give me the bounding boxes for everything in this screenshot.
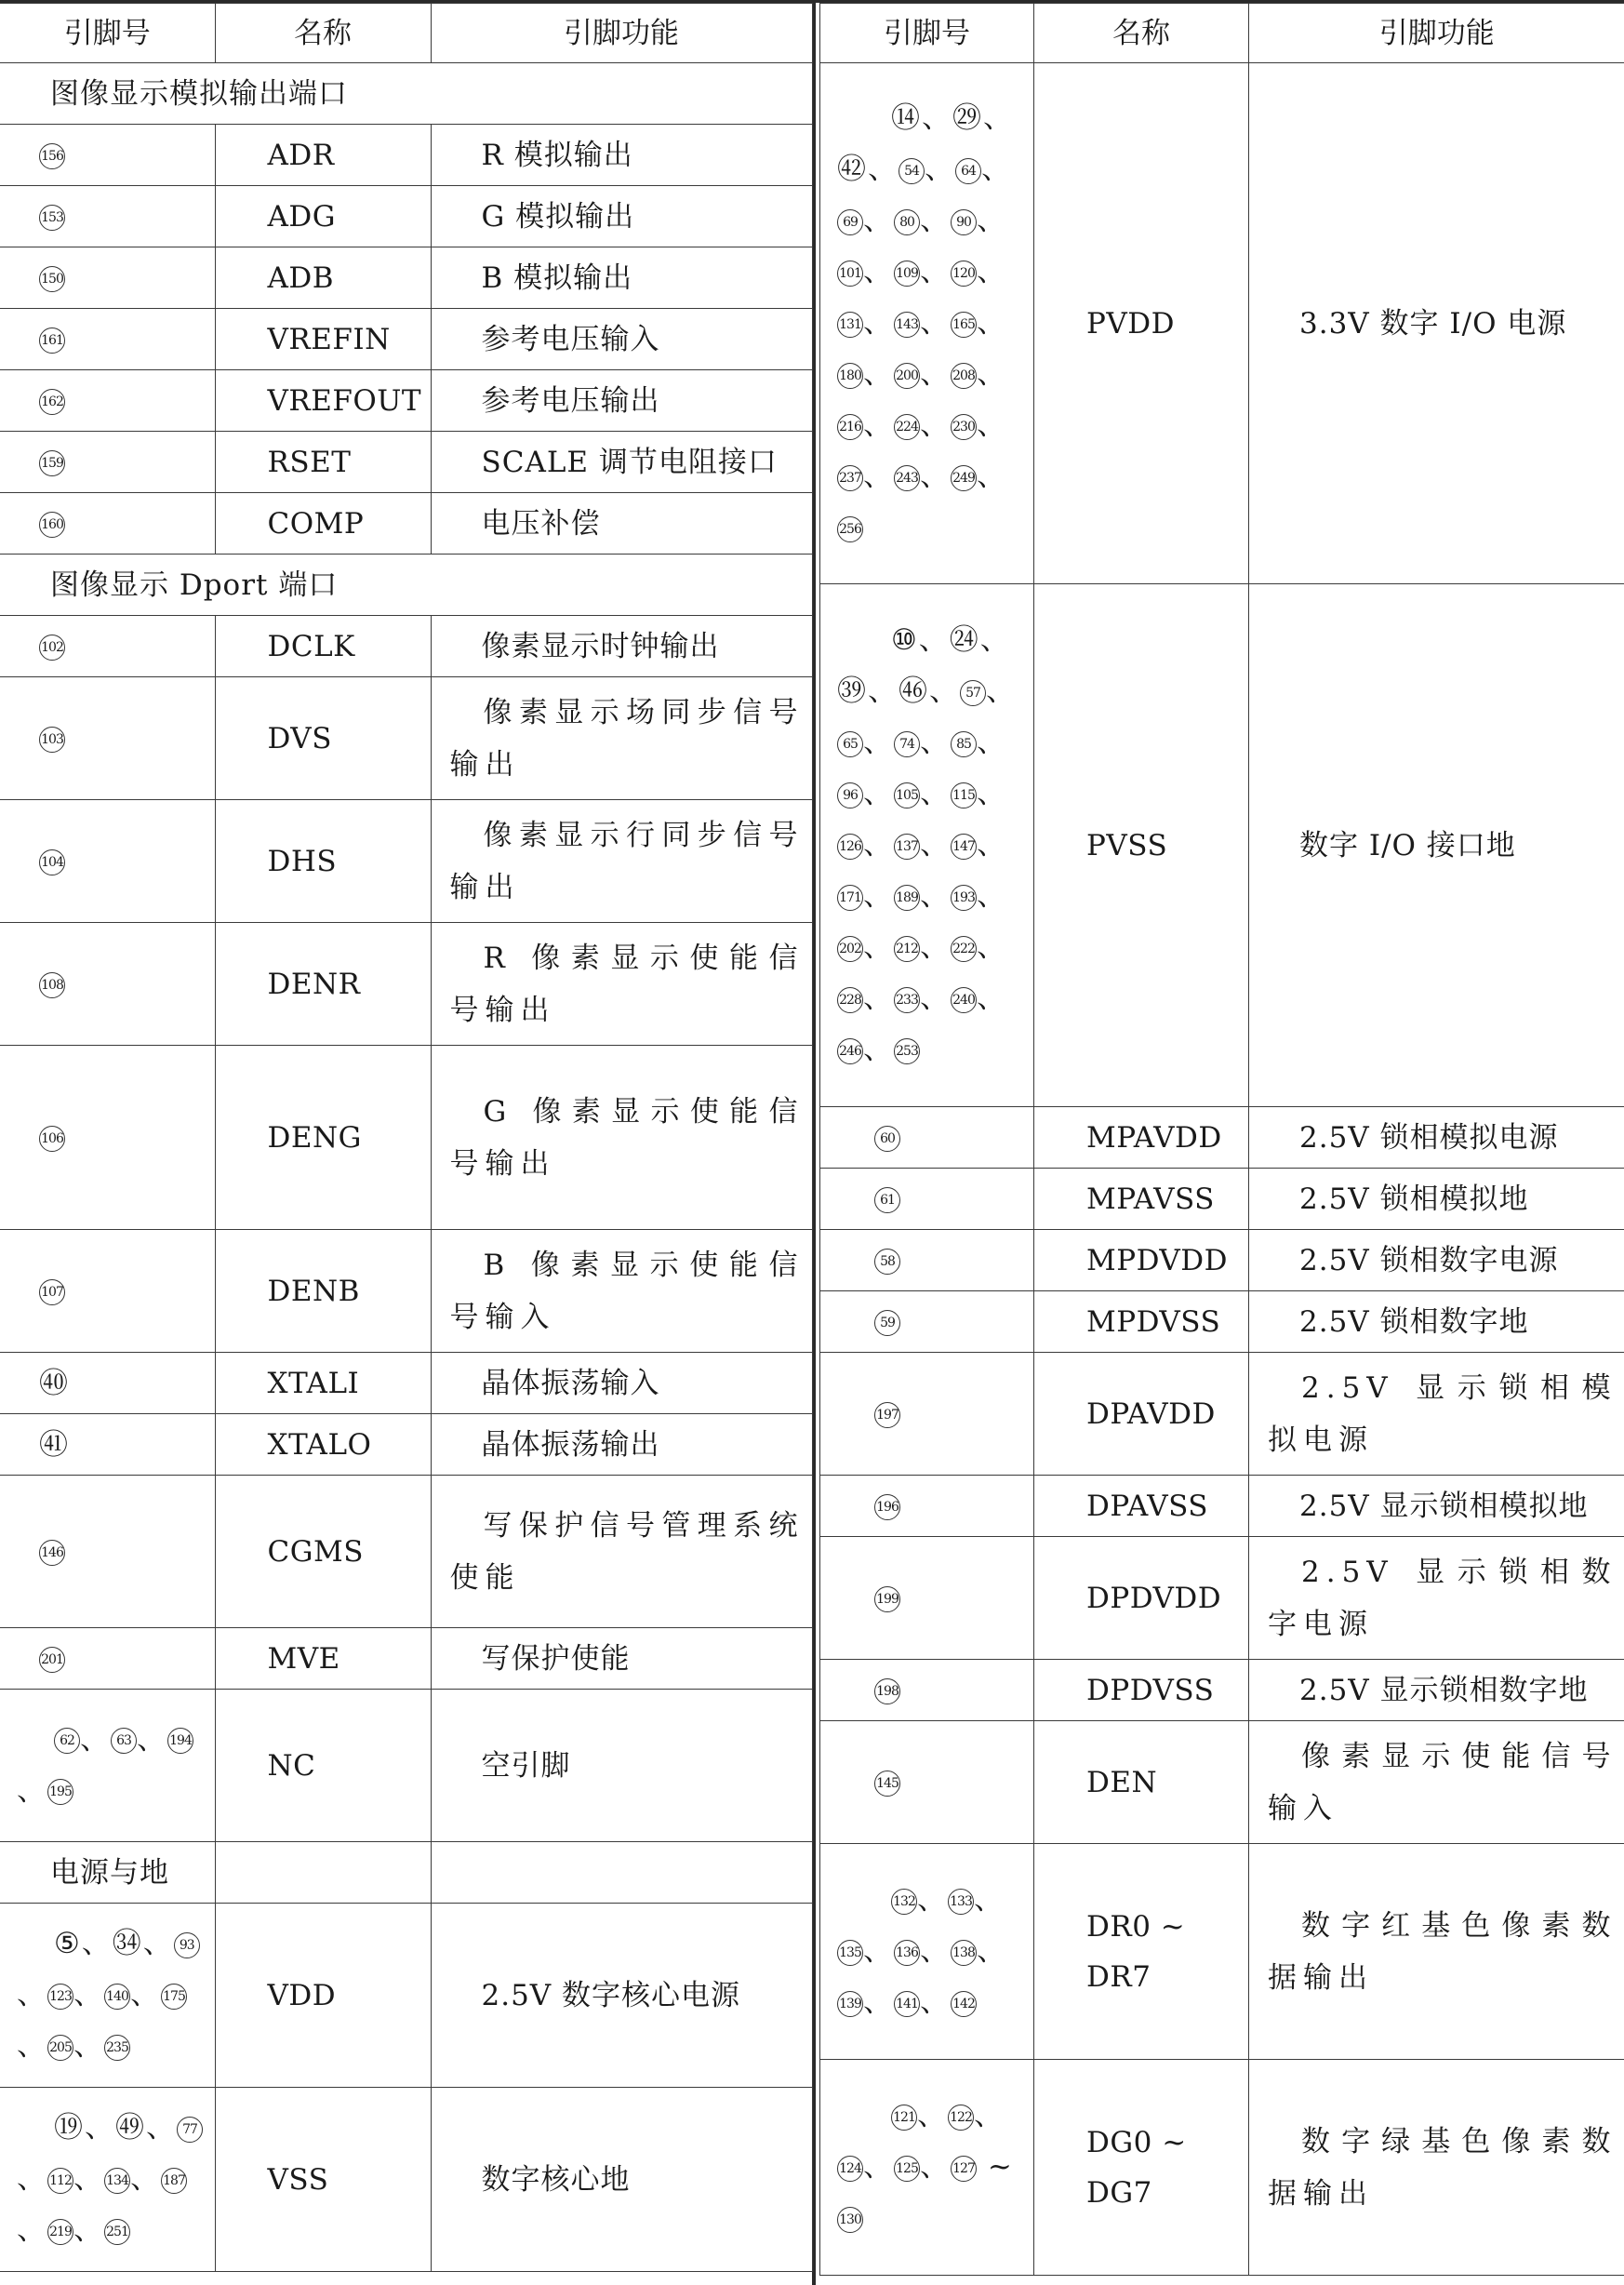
function-cell: 写保护信号管理系统使能 — [431, 1476, 812, 1628]
name-cell: MPDVDD — [1034, 1230, 1249, 1291]
pin-number: 62 — [54, 1728, 80, 1754]
pin-number: 237 — [837, 465, 863, 491]
table-row — [820, 1660, 1624, 1721]
table-row — [0, 1353, 812, 1414]
name-cell: MPDVSS — [1034, 1291, 1249, 1353]
pin-cell — [820, 1169, 1034, 1230]
section-label: 图像显示模拟输出端口 — [0, 63, 812, 125]
function-cell: 3.3V 数字 I/O 电源 — [1249, 63, 1624, 584]
pin-cell — [0, 1353, 215, 1414]
pin-number: 96 — [837, 782, 863, 808]
pin-number: 205 — [47, 2035, 73, 2061]
function-cell: G 模拟输出 — [431, 186, 812, 247]
pin-number: 195 — [47, 1779, 73, 1805]
pin-number: ㊻ — [899, 675, 929, 708]
table-row — [0, 432, 812, 493]
pin-number: 175 — [161, 1984, 187, 2010]
pin-number: 102 — [39, 635, 65, 661]
name-cell: DR0 ~ DR7 — [1034, 1844, 1249, 2060]
name-cell: NC — [215, 1690, 431, 1842]
table-row — [0, 1230, 812, 1353]
pin-number: 130 — [837, 2207, 863, 2233]
name-cell: DEN — [1034, 1721, 1249, 1844]
pin-number: 74 — [894, 731, 920, 757]
name-cell: DENB — [215, 1230, 431, 1353]
pin-cell — [820, 1107, 1034, 1169]
function-cell: 像素显示使能信号输入 — [1249, 1721, 1624, 1844]
function-cell: 2.5V 显示锁相模拟地 — [1249, 1476, 1624, 1537]
pin-number: 253 — [894, 1038, 920, 1064]
pin-number: 109 — [894, 261, 920, 287]
pin-cell: ⑭、㉙、㊷、 54 、 64 、69 、 80 、 90 、101、 109、 120、131、 143、 165、180、 200、 208、216、 224、 230、237、 243、 249、256 — [820, 63, 1034, 584]
function-cell: G 像素显示使能信号输出 — [431, 1046, 812, 1230]
pin-number: 77 — [177, 2117, 203, 2143]
pin-number: 251 — [104, 2219, 130, 2245]
pin-number: 93 — [174, 1932, 200, 1958]
pin-number: 103 — [39, 727, 65, 753]
pin-number: 199 — [874, 1586, 900, 1612]
function-cell: 晶体振荡输入 — [431, 1353, 812, 1414]
function-cell: R 模拟输出 — [431, 125, 812, 186]
pin-number: 156 — [39, 143, 65, 169]
pin-number: 57 — [960, 680, 986, 706]
pin-number: 198 — [874, 1678, 900, 1704]
pin-number: 101 — [837, 261, 863, 287]
empty-cell — [431, 1842, 812, 1904]
name-cell: DPAVDD — [1034, 1353, 1249, 1476]
table-row — [0, 309, 812, 370]
table-row — [0, 2088, 812, 2272]
pin-number: 194 — [167, 1728, 193, 1754]
function-cell: R 像素显示使能信号输出 — [431, 923, 812, 1046]
header-row — [820, 4, 1624, 63]
pin-number: 180 — [837, 363, 863, 389]
right-pin-table — [819, 3, 1624, 2276]
pin-cell — [0, 186, 215, 247]
pin-number: ㊵ — [39, 1366, 68, 1400]
pin-number: 112 — [47, 2168, 73, 2194]
name-cell: DENR — [215, 923, 431, 1046]
function-cell: 2.5V 锁相模拟地 — [1249, 1169, 1624, 1230]
function-cell: 像素显示场同步信号输出 — [431, 677, 812, 800]
name-cell: VREFOUT — [215, 370, 431, 432]
pin-number: 131 — [837, 312, 863, 338]
pin-number: 54 — [899, 158, 925, 184]
pin-number: 160 — [39, 512, 65, 538]
header-name: 名称 — [215, 4, 431, 63]
table-row — [0, 1904, 812, 2088]
pin-cell: ⑤、㉞、 93、 123、 140、 175、 205、 235 — [0, 1904, 215, 2088]
pin-number: 189 — [894, 885, 920, 911]
pin-cell: 121、 122、124、 125、 127 ~ 130 — [820, 2060, 1034, 2276]
right-table-column — [819, 3, 1624, 2285]
pin-number: 201 — [39, 1647, 65, 1673]
pin-cell: ⑩、㉔、㊴、㊻、 57 、65 、 74 、 85 、96 、 105、 115、126、 137、 147、171、 189、 193、202、 212、 222、228、 233、 240、246、 253 — [820, 584, 1034, 1107]
name-cell: DVS — [215, 677, 431, 800]
pin-number: 90 — [951, 209, 977, 235]
header-function: 引脚功能 — [431, 4, 812, 63]
pin-number: 200 — [894, 363, 920, 389]
pin-number: ⑤ — [54, 1927, 82, 1960]
pin-number: ⑲ — [54, 2111, 85, 2145]
pin-number: 85 — [951, 731, 977, 757]
pin-cell — [0, 1046, 215, 1230]
function-cell: 电压补偿 — [431, 493, 812, 555]
pin-number: 243 — [894, 465, 920, 491]
pin-number: 65 — [837, 731, 863, 757]
pin-number: 135 — [837, 1940, 863, 1966]
name-cell: ADG — [215, 186, 431, 247]
section-label: 电源与地 — [0, 1842, 215, 1904]
function-cell: 2.5V 锁相数字地 — [1249, 1291, 1624, 1353]
name-cell: PVDD — [1034, 63, 1249, 584]
pin-number: 137 — [894, 834, 920, 860]
pin-cell — [0, 247, 215, 309]
pin-number: 240 — [951, 987, 977, 1013]
pin-number: 147 — [951, 834, 977, 860]
table-row — [0, 1414, 812, 1476]
name-cell: CGMS — [215, 1476, 431, 1628]
pin-number: 127 — [951, 2156, 977, 2182]
pin-cell — [0, 1414, 215, 1476]
pin-cell — [0, 1476, 215, 1628]
pin-number: 122 — [948, 2105, 974, 2131]
function-cell: 空引脚 — [431, 1690, 812, 1842]
table-row — [0, 616, 812, 677]
pin-number: 197 — [874, 1402, 900, 1428]
pin-number: 208 — [951, 363, 977, 389]
pin-number: 246 — [837, 1038, 863, 1064]
pin-number: ㉞ — [112, 1927, 143, 1960]
pin-number: 146 — [39, 1540, 65, 1566]
pin-number: 115 — [951, 782, 977, 808]
table-row — [820, 1291, 1624, 1353]
pin-number: ㊷ — [837, 153, 868, 186]
name-cell: DG0 ~ DG7 — [1034, 2060, 1249, 2276]
pin-number: 196 — [874, 1494, 900, 1520]
pin-number: 216 — [837, 414, 863, 440]
table-row — [820, 1844, 1624, 2060]
name-cell: DPDVSS — [1034, 1660, 1249, 1721]
name-cell: RSET — [215, 432, 431, 493]
pin-number: ㊾ — [115, 2111, 146, 2145]
table-row — [0, 1046, 812, 1230]
function-cell: B 像素显示使能信号输入 — [431, 1230, 812, 1353]
left-table-column — [0, 3, 812, 2285]
pin-cell — [820, 1721, 1034, 1844]
name-cell: MPAVSS — [1034, 1169, 1249, 1230]
function-cell: 参考电压输出 — [431, 370, 812, 432]
pin-number: 153 — [39, 205, 65, 231]
pin-cell — [0, 677, 215, 800]
function-cell: 数字 I/O 接口地 — [1249, 584, 1624, 1107]
pin-number: 132 — [891, 1889, 917, 1915]
function-cell: 2.5V 锁相数字电源 — [1249, 1230, 1624, 1291]
pin-cell — [820, 1230, 1034, 1291]
table-row — [0, 125, 812, 186]
table-row — [0, 1690, 812, 1842]
pin-cell — [820, 1537, 1034, 1660]
pin-number: 107 — [39, 1279, 65, 1305]
header-function: 引脚功能 — [1249, 4, 1624, 63]
pin-cell — [0, 432, 215, 493]
table-row — [820, 1537, 1624, 1660]
pin-cell — [820, 1660, 1034, 1721]
pin-number: 233 — [894, 987, 920, 1013]
pin-number: 139 — [837, 1991, 863, 2017]
pin-number: 145 — [874, 1771, 900, 1797]
section-row — [0, 555, 812, 616]
name-cell: VREFIN — [215, 309, 431, 370]
pin-number: 108 — [39, 972, 65, 998]
pin-number: 140 — [104, 1984, 130, 2010]
header-pin: 引脚号 — [0, 4, 215, 63]
table-row — [820, 1230, 1624, 1291]
section-row — [0, 63, 812, 125]
name-cell: DHS — [215, 800, 431, 923]
pin-cell: 62 、 63 、 194、 195 — [0, 1690, 215, 1842]
name-cell: PVSS — [1034, 584, 1249, 1107]
table-row — [0, 186, 812, 247]
pin-number: 162 — [39, 389, 65, 415]
pin-cell — [0, 125, 215, 186]
pin-number: 159 — [39, 450, 65, 476]
pin-number: 138 — [951, 1940, 977, 1966]
header-name: 名称 — [1034, 4, 1249, 63]
pin-number: 59 — [874, 1310, 900, 1336]
column-separator — [812, 0, 816, 2285]
pin-number: 63 — [111, 1728, 137, 1754]
table-row — [0, 800, 812, 923]
table-row — [820, 584, 1624, 1107]
pin-number: 125 — [894, 2156, 920, 2182]
function-cell: 参考电压输入 — [431, 309, 812, 370]
header-pin: 引脚号 — [820, 4, 1034, 63]
pin-number: 121 — [891, 2105, 917, 2131]
pin-number: 126 — [837, 834, 863, 860]
name-cell: ADB — [215, 247, 431, 309]
pin-number: 219 — [47, 2219, 73, 2245]
pin-number: 133 — [948, 1889, 974, 1915]
function-cell: 2.5V 锁相模拟电源 — [1249, 1107, 1624, 1169]
name-cell: ADR — [215, 125, 431, 186]
pin-number: 120 — [951, 261, 977, 287]
pin-cell — [0, 923, 215, 1046]
function-cell: 2.5V 数字核心电源 — [431, 1904, 812, 2088]
pin-number: ㊴ — [837, 675, 868, 708]
pin-number: 134 — [104, 2168, 130, 2194]
pin-number: 256 — [837, 516, 863, 542]
function-cell: 数字红基色像素数据输出 — [1249, 1844, 1624, 2060]
pin-number: 165 — [951, 312, 977, 338]
pin-number: 171 — [837, 885, 863, 911]
pin-number: 141 — [894, 1991, 920, 2017]
pin-number: ⑩ — [891, 623, 919, 657]
header-row — [0, 4, 812, 63]
pin-number: 58 — [874, 1249, 900, 1275]
pin-number: ㊶ — [39, 1427, 68, 1462]
section-label: 图像显示 Dport 端口 — [0, 555, 812, 616]
name-cell: MPAVDD — [1034, 1107, 1249, 1169]
function-cell: 像素显示时钟输出 — [431, 616, 812, 677]
pin-cell: ⑲、㊾、 77、 112、 134、 187、 219、 251 — [0, 2088, 215, 2272]
pin-number: 106 — [39, 1126, 65, 1152]
table-row — [0, 1628, 812, 1690]
table-row — [820, 1476, 1624, 1537]
table-row — [0, 247, 812, 309]
pin-cell — [0, 1628, 215, 1690]
pin-number: 143 — [894, 312, 920, 338]
pin-cell — [0, 309, 215, 370]
name-cell: DPAVSS — [1034, 1476, 1249, 1537]
pin-number: 123 — [47, 1984, 73, 2010]
pin-number: 150 — [39, 266, 65, 292]
pin-number: 142 — [951, 1991, 977, 2017]
pin-number: 193 — [951, 885, 977, 911]
table-row — [820, 1353, 1624, 1476]
name-cell: VSS — [215, 2088, 431, 2272]
pin-cell: 132、 133、135、 136、 138、139、 141、 142 — [820, 1844, 1034, 2060]
name-cell: COMP — [215, 493, 431, 555]
table-row — [820, 63, 1624, 584]
function-cell: 像素显示行同步信号输出 — [431, 800, 812, 923]
pin-number: 60 — [874, 1126, 900, 1152]
name-cell: VDD — [215, 1904, 431, 2088]
pin-number: 202 — [837, 936, 863, 962]
table-row — [820, 1107, 1624, 1169]
pin-number: 124 — [837, 2156, 863, 2182]
pin-number: 249 — [951, 465, 977, 491]
pin-number: 212 — [894, 936, 920, 962]
pin-cell — [0, 616, 215, 677]
table-row — [820, 1169, 1624, 1230]
section-row — [0, 1842, 812, 1904]
function-cell: 2.5V 显示锁相模拟电源 — [1249, 1353, 1624, 1476]
pin-number: 64 — [955, 158, 981, 184]
pin-number: 230 — [951, 414, 977, 440]
table-row — [0, 677, 812, 800]
function-cell: SCALE 调节电阻接口 — [431, 432, 812, 493]
pin-number: 61 — [874, 1187, 900, 1213]
table-row — [0, 493, 812, 555]
pin-number: 136 — [894, 1940, 920, 1966]
pin-cell — [0, 370, 215, 432]
pin-cell — [820, 1291, 1034, 1353]
empty-cell — [215, 1842, 431, 1904]
function-cell: 写保护使能 — [431, 1628, 812, 1690]
pin-number: 187 — [161, 2168, 187, 2194]
pin-number: 235 — [104, 2035, 130, 2061]
table-row — [820, 2060, 1624, 2276]
pin-number: ㉔ — [949, 623, 980, 657]
pin-number: 69 — [837, 209, 863, 235]
pin-number: 224 — [894, 414, 920, 440]
name-cell: DPDVDD — [1034, 1537, 1249, 1660]
name-cell: MVE — [215, 1628, 431, 1690]
left-pin-table — [0, 3, 813, 2272]
name-cell: DCLK — [215, 616, 431, 677]
pin-number: 104 — [39, 849, 65, 875]
pin-number: 105 — [894, 782, 920, 808]
function-cell: 2.5V 显示锁相数字地 — [1249, 1660, 1624, 1721]
pin-number: 222 — [951, 936, 977, 962]
pin-number: 228 — [837, 987, 863, 1013]
pin-cell — [0, 1230, 215, 1353]
table-row — [820, 1721, 1624, 1844]
pin-number: 161 — [39, 327, 65, 354]
pin-number: 80 — [894, 209, 920, 235]
pin-cell — [820, 1476, 1034, 1537]
table-row — [0, 923, 812, 1046]
function-cell: 2.5V 显示锁相数字电源 — [1249, 1537, 1624, 1660]
function-cell: 晶体振荡输出 — [431, 1414, 812, 1476]
pin-cell — [820, 1353, 1034, 1476]
pin-cell — [0, 800, 215, 923]
name-cell: DENG — [215, 1046, 431, 1230]
pin-number: ⑭ — [891, 101, 922, 135]
name-cell: XTALO — [215, 1414, 431, 1476]
table-row — [0, 370, 812, 432]
function-cell: 数字绿基色像素数据输出 — [1249, 2060, 1624, 2276]
pin-cell — [0, 493, 215, 555]
function-cell: B 模拟输出 — [431, 247, 812, 309]
table-row — [0, 1476, 812, 1628]
pin-number: ㉙ — [952, 101, 983, 135]
function-cell: 数字核心地 — [431, 2088, 812, 2272]
name-cell: XTALI — [215, 1353, 431, 1414]
